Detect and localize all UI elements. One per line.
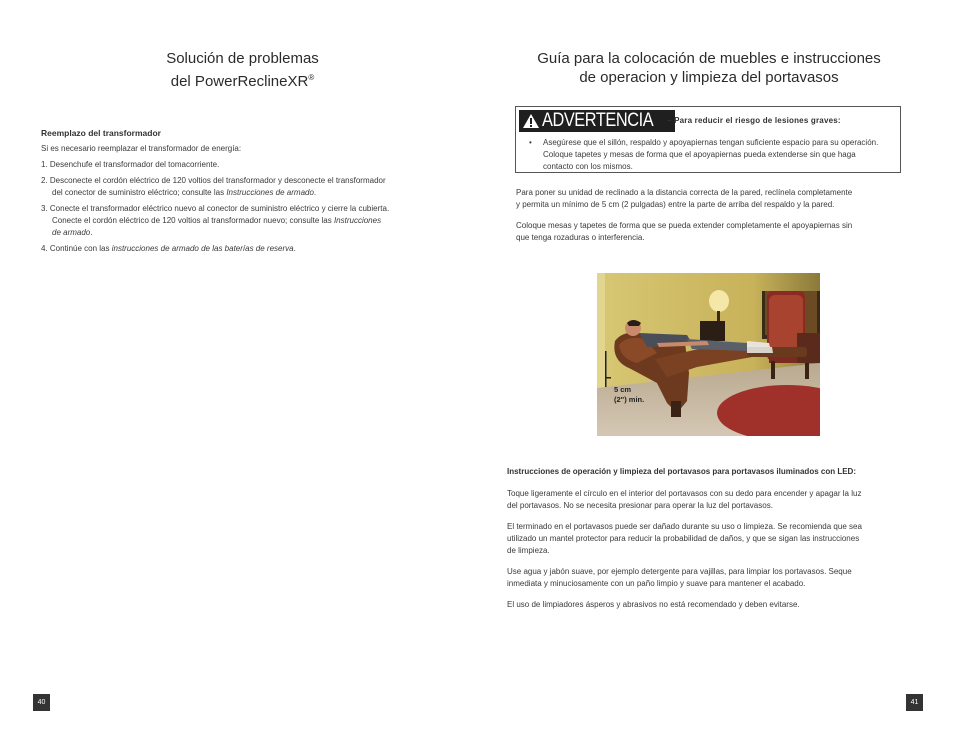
led-paragraph-1 [507,488,907,512]
page-number-left: 40 [33,694,50,711]
step-3 [41,203,461,239]
recliner-photo [597,273,820,436]
step-2-italic: Instrucciones de armado [226,188,314,197]
left-body [41,143,461,255]
placement-paragraph-2 [516,220,906,244]
right-title-line1: Guía para la colocación de muebles e instrucciones [537,50,881,67]
step-3-italic: Instrucciones [333,216,382,225]
step-2-line2 [41,187,461,199]
photo-label-line2: (2") min. [614,395,645,404]
step-4-italic: instrucciones de armado de las baterías de reserva [111,244,294,253]
warning-label [519,110,675,132]
step-2-text: del conector de suministro eléctrico; consulte las [52,188,227,197]
right-page-title [495,49,923,87]
step-3-line1: 3. Conecte el transformador eléctrico nuevo al conector de suministro eléctrico y cierre la cubierta. [41,204,390,213]
left-title-line2-text: del PowerReclineXR [170,73,309,90]
led-p1-line2: del portavasos. No se necesita presionar para operar la luz del portavasos. [507,501,773,510]
right-title-line2: de operacion y limpieza del portavasos [579,69,839,86]
warning-bullet [529,137,899,173]
led-p2-line2: utilizado un mantel protector para reducir la probabilidad de daños, y que se sigan las instrucciones [507,534,860,543]
photo-distance-label [614,385,644,405]
step-4-text: 4. Continúe con las [41,244,112,253]
warning-bullet-line3: contacto con los mismos. [543,162,633,171]
led-p2-line3: de limpieza. [507,546,550,555]
page-number-right: 41 [906,694,923,711]
bullet-dot: • [529,138,532,147]
step-3-line3 [41,227,461,239]
para2-line1: Coloque mesas y tapetes de forma que se pueda extender completamente el apoyapiernas sin [516,221,853,230]
warning-triangle-icon [522,113,540,129]
led-p3-line2: inmediata y minuciosamente con un paño limpio y suave para mantener el acabado. [507,579,806,588]
registered-mark: ® [308,73,315,82]
photo-label-line1: 5 cm [614,385,632,394]
step-2-end: . [313,188,317,197]
step-3-text: Conecte el cordón eléctrico de 120 voltios al transformador nuevo; consulte las [52,216,334,225]
led-heading: Instrucciones de operación y limpieza del portavasos para portavasos iluminados con LED: [507,467,856,476]
led-p2-line1: El terminado en el portavasos puede ser dañado durante su uso o limpieza. Se recomienda que sea [507,522,862,531]
placement-paragraph-1 [516,187,906,211]
para1-line2: y permita un mínimo de 5 cm (2 pulgadas) entre la parte de arriba del respaldo y la pared. [516,200,835,209]
warning-subtitle: – Para reducir el riesgo de lesiones graves: [667,116,841,125]
step-4 [41,243,461,255]
warning-bullet-line1: Asegúrese que el sillón, respaldo y apoyapiernas tengan suficiente espacio para su operación. [543,138,879,147]
step-1: 1. Desenchufe el transformador del tomacorriente. [41,160,220,169]
warning-label-text: ADVERTENCIA [542,110,654,131]
step-3-line2 [41,215,461,227]
intro-text: Si es necesario reemplazar el transformador de energía: [41,144,242,153]
led-paragraph-2 [507,521,907,557]
warning-bullet-line2: Coloque tapetes y mesas de forma que el apoyapiernas pueda extenderse sin que haga [543,150,856,159]
step-3-italic-2: de armado [52,228,91,237]
step-2-line1: 2. Desconecte el cordón eléctrico de 120 voltios del transformador y desconecte el transformador [41,176,386,185]
step-3-end: . [90,228,93,237]
left-title-line2 [120,68,365,91]
para2-line2: que tenga rozaduras o interferencia. [516,233,645,242]
led-p3-line1: Use agua y jabón suave, por ejemplo detergente para vajillas, para limpiar los portavasos. Seque [507,567,852,576]
left-page-title [120,49,365,91]
step-2 [41,175,461,199]
step-4-end: . [293,244,296,253]
warning-box [515,106,901,173]
led-p1-line1: Toque ligeramente el círculo en el interior del portavasos con su dedo para encender y apagar la luz [507,489,862,498]
left-title-line1: Solución de problemas [166,50,319,67]
led-paragraph-3 [507,566,907,590]
led-paragraph-4: El uso de limpiadores ásperos y abrasivos no está recomendado y deben evitarse. [507,600,800,609]
para1-line1: Para poner su unidad de reclinado a la distancia correcta de la pared, reclínela completamente [516,188,853,197]
section-heading: Reemplazo del transformador [41,128,161,138]
recliner-illustration [597,273,820,436]
